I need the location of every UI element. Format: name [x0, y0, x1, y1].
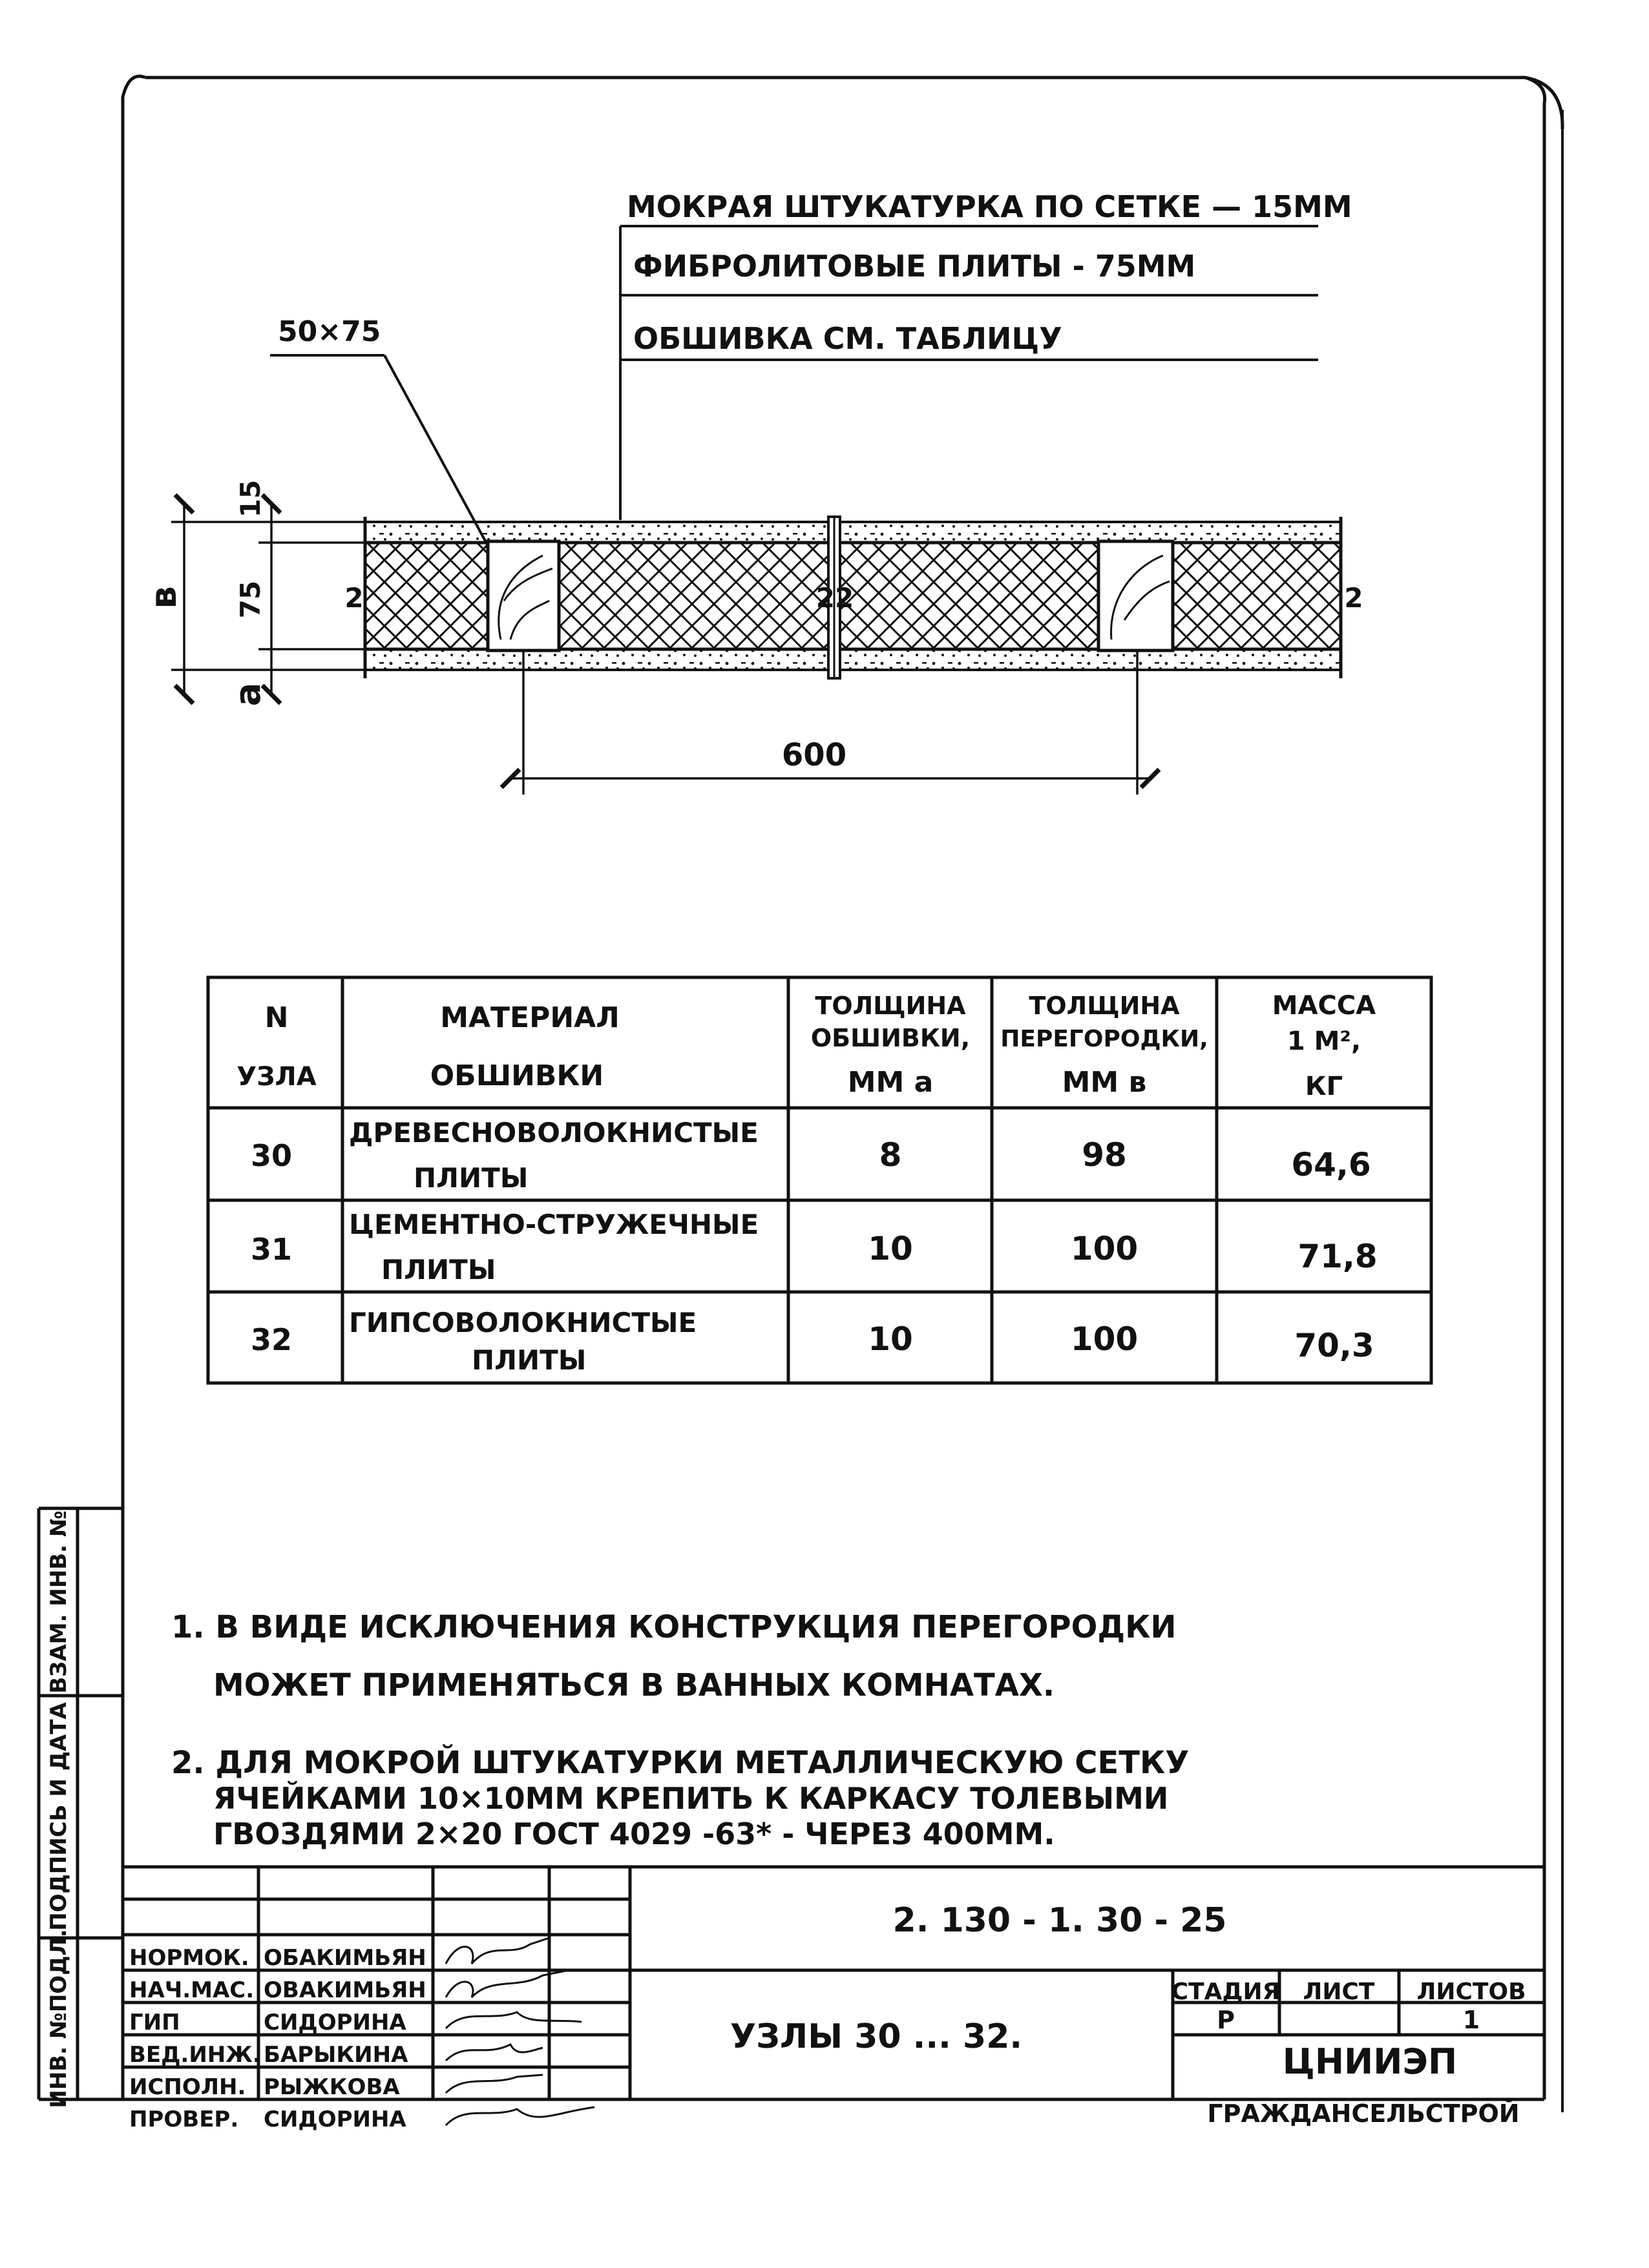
row-32-node: 32	[250, 1322, 293, 1357]
drawing-title: УЗЛЫ 30 ... 32.	[730, 2017, 1023, 2056]
name-normkontrol: ОБАКИМЬЯН	[264, 1945, 426, 1971]
role-head-workshop: НАЧ.МАС.	[129, 1977, 255, 2003]
row-30-mass: 64,6	[1291, 1146, 1371, 1183]
note-1-line-1: 1. В ВИДЕ ИСКЛЮЧЕНИЯ КОНСТРУКЦИЯ ПЕРЕГОРОДКИ	[171, 1609, 1177, 1645]
row-32-b: 100	[1070, 1320, 1139, 1358]
note-2-line-1: 2. ДЛЯ МОКРОЙ ШТУКАТУРКИ МЕТАЛЛИЧЕСКУЮ СЕТКУ	[171, 1745, 1190, 1781]
th-thick-b-1: ТОЛЩИНА	[1029, 992, 1180, 1020]
role-chief-engineer: ГИП	[129, 2010, 180, 2035]
wall-section	[344, 517, 1363, 678]
sheets-label: ЛИСТОВ	[1416, 1979, 1526, 2005]
name-executor: РЫЖКОВА	[264, 2074, 400, 2100]
node-left-mark: 2	[344, 582, 364, 614]
side-stamp-inv-orig: ИНВ. №ПОДЛ.	[46, 1929, 72, 2108]
materials-table	[236, 991, 1377, 1376]
row-30-a: 8	[879, 1136, 902, 1174]
th-thick-a-2: ОБШИВКИ,	[810, 1024, 971, 1052]
row-31-material-2: ПЛИТЫ	[381, 1254, 496, 1285]
name-checker: СИДОРИНА	[264, 2107, 406, 2132]
dim-span: 600	[781, 737, 847, 773]
th-mass-1: МАССА	[1272, 991, 1376, 1021]
row-31-mass: 71,8	[1297, 1238, 1378, 1275]
row-32-material-2: ПЛИТЫ	[472, 1344, 587, 1376]
dim-total: в	[143, 586, 185, 609]
stage-label: СТАДИЯ	[1171, 1979, 1281, 2005]
row-31-node: 31	[250, 1232, 293, 1267]
note-2-line-2: ЯЧЕЙКАМИ 10×10ММ КРЕПИТЬ К КАРКАСУ ТОЛЕВЫМИ	[213, 1781, 1169, 1816]
th-thick-a-3: ММ а	[847, 1066, 934, 1099]
dim-cladding: а	[227, 682, 268, 707]
th-node-2: УЗЛА	[236, 1062, 317, 1092]
signatures	[446, 1938, 594, 2125]
layer-label-plaster: МОКРАЯ ШТУКАТУРКА ПО СЕТКЕ — 15ММ	[627, 189, 1352, 224]
org-subname: ГРАЖДАНСЕЛЬСТРОЙ	[1207, 2099, 1520, 2128]
th-material-1: МАТЕРИАЛ	[440, 1001, 620, 1034]
role-normkontrol: НОРМОК.	[129, 1945, 249, 1971]
notes	[171, 1609, 1189, 1851]
row-32-mass: 70,3	[1294, 1327, 1374, 1364]
name-chief-engineer: СИДОРИНА	[264, 2010, 406, 2035]
layer-label-fibrolite: ФИБРОЛИТОВЫЕ ПЛИТЫ - 75ММ	[633, 249, 1196, 284]
th-mass-2: 1 М²,	[1287, 1026, 1361, 1056]
row-30-material-2: ПЛИТЫ	[414, 1162, 529, 1194]
org-name: ЦНИИЭП	[1282, 2041, 1458, 2082]
name-lead-engineer: БАРЫКИНА	[264, 2042, 408, 2068]
th-thick-a-1: ТОЛЩИНА	[815, 992, 966, 1020]
beam-size-label: 50×75	[278, 315, 381, 348]
row-31-a: 10	[868, 1230, 913, 1267]
sheets-value: 1	[1462, 2006, 1480, 2034]
th-thick-b-3: ММ в	[1062, 1066, 1147, 1099]
row-30-b: 98	[1082, 1136, 1127, 1174]
row-32-a: 10	[868, 1320, 913, 1358]
side-stamp-labels	[46, 1510, 72, 2108]
role-executor: ИСПОЛН.	[129, 2074, 246, 2100]
name-head-workshop: ОВАКИМЬЯН	[264, 1977, 426, 2003]
th-material-2: ОБШИВКИ	[430, 1059, 604, 1092]
side-stamp-replace-inv: ВЗАМ. ИНВ. №	[46, 1510, 72, 1694]
row-31-b: 100	[1070, 1230, 1139, 1267]
sheet-label: ЛИСТ	[1303, 1979, 1375, 2005]
node-right-mark: 2	[1344, 582, 1363, 614]
node-center-mark: 22	[815, 582, 854, 614]
note-2-line-3: ГВОЗДЯМИ 2×20 ГОСТ 4029 -63* - ЧЕРЕЗ 400ММ.	[213, 1816, 1055, 1851]
stage-value: Р	[1217, 2006, 1235, 2034]
side-stamp-signature-date: ПОДПИСЬ И ДАТА	[46, 1702, 72, 1931]
row-31-material-1: ЦЕМЕНТНО-СТРУЖЕЧНЫЕ	[349, 1209, 759, 1240]
th-thick-b-2: ПЕРЕГОРОДКИ,	[1000, 1026, 1208, 1052]
th-node-1: N	[264, 1001, 289, 1034]
row-32-material-1: ГИПСОВОЛОКНИСТЫЕ	[349, 1307, 697, 1338]
dim-top: 15	[235, 479, 266, 518]
row-30-material-1: ДРЕВЕСНОВОЛОКНИСТЫЕ	[349, 1117, 759, 1149]
th-mass-3: КГ	[1305, 1072, 1343, 1101]
role-checker: ПРОВЕР.	[129, 2107, 239, 2132]
drawing-code: 2. 130 - 1. 30 - 25	[892, 1901, 1227, 1940]
layer-label-cladding: ОБШИВКА СМ. ТАБЛИЦУ	[633, 321, 1062, 356]
note-1-line-2: МОЖЕТ ПРИМЕНЯТЬСЯ В ВАННЫХ КОМНАТАХ.	[213, 1667, 1055, 1703]
row-30-node: 30	[250, 1138, 293, 1173]
dim-core: 75	[235, 580, 266, 619]
role-lead-engineer: ВЕД.ИНЖ.	[129, 2042, 261, 2068]
layer-labels	[278, 189, 1352, 356]
